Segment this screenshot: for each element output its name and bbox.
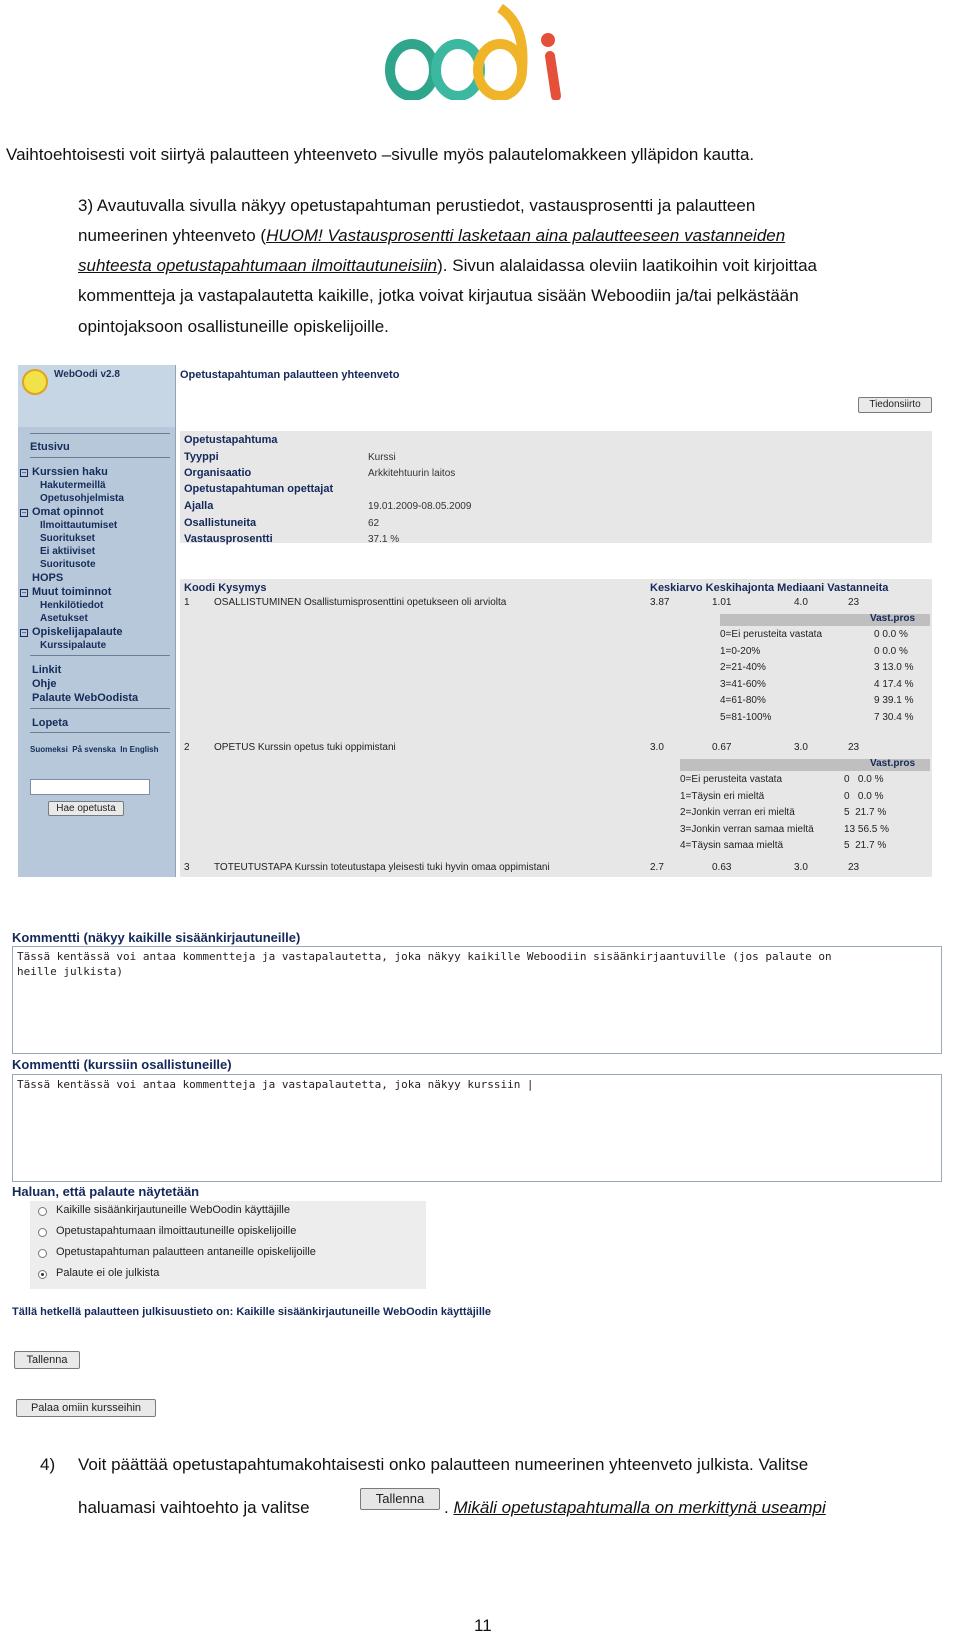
weboodi-logo-icon (22, 369, 48, 395)
distribution-row (720, 646, 930, 662)
visibility-option[interactable] (36, 1225, 426, 1243)
info-label-opetustapahtuma: Opetustapahtuma (184, 434, 278, 446)
sidebar-item-kurssien-haku[interactable]: Kurssien haku (32, 466, 108, 478)
distribution-label: 3=41-60% (720, 678, 766, 690)
sidebar-item-suoritusote[interactable]: Suoritusote (40, 559, 96, 570)
sidebar-item-asetukset[interactable]: Asetukset (40, 613, 88, 624)
sidebar-item-ei-aktiiviset[interactable]: Ei aktiiviset (40, 546, 96, 557)
distribution-label: 2=21-40% (720, 662, 766, 673)
sidebar-item-opiskelijapalaute[interactable]: Opiskelijapalaute (32, 626, 123, 638)
sidebar-item-henkilotiedot[interactable]: Henkilötiedot (40, 600, 104, 611)
sidebar-item-palaute[interactable]: Palaute WebOodista (32, 692, 139, 704)
radio-label: Kaikille sisäänkirjautuneille WebOodin käyttäjille (56, 1204, 290, 1216)
weboodi-summary-screenshot (18, 365, 936, 877)
sidebar-item-ohje[interactable]: Ohje (32, 678, 57, 690)
step3-line3 (78, 252, 817, 280)
info-label-ajalla: Ajalla (184, 500, 214, 512)
radio-label: Opetustapahtuman palautteen antaneille opiskelijoille (56, 1246, 316, 1258)
info-label-tyyppi: Tyyppi (184, 451, 219, 463)
distribution-label: 2=Jonkin verran eri mieltä (680, 807, 795, 818)
respondents: 23 (848, 597, 860, 608)
publicity-status: Tällä hetkellä palautteen julkisuustieto on: Kaikille sisäänkirjautuneille WebOodin käyttäjille (12, 1306, 492, 1318)
distribution-value: 9 39.1 % (874, 695, 914, 706)
distribution-value: 0 0.0 % (844, 774, 884, 785)
step3-text: numeerinen yhteenveto ( (78, 226, 267, 245)
distribution-value: 0 0.0 % (874, 629, 908, 640)
step4-text: haluamasi vaihtoehto ja valitse (78, 1498, 310, 1517)
distribution-label: 5=81-100% (720, 711, 772, 723)
step3-text-cont: ). Sivun alalaidassa oleviin laatikoihin voit kirjoittaa (437, 256, 817, 275)
distribution-label: 1=Täysin eri mieltä (680, 790, 765, 802)
radio-button[interactable] (38, 1207, 47, 1216)
median: 4.0 (794, 597, 808, 608)
distribution-label: 0=Ei perusteita vastata (680, 774, 783, 785)
distribution-header: Vast.pros (870, 758, 916, 769)
page-title: Opetustapahtuman palautteen yhteenveto (180, 369, 400, 381)
divider (30, 655, 170, 656)
step4-line2 (78, 1494, 310, 1522)
step3-line1: 3) Avautuvalla sivulla näkyy opetustapahtuman perustiedot, vastausprosentti ja palautteen (78, 196, 756, 215)
comment-course-textarea[interactable]: Tässä kentässä voi antaa kommentteja ja vastapalautetta, joka näkyy kurssiin | (12, 1074, 942, 1182)
collapse-icon[interactable]: − (21, 588, 27, 597)
radio-button[interactable] (38, 1228, 47, 1237)
info-value-organisaatio: Arkkitehtuurin laitos (368, 468, 456, 479)
sidebar-item-opetusohjelmista[interactable]: Opetusohjelmista (40, 493, 124, 504)
step4-number: 4) (40, 1455, 56, 1474)
search-course-button[interactable]: Hae opetusta (48, 801, 124, 816)
visibility-option[interactable] (36, 1246, 426, 1264)
distribution-value: 13 56.5 % (844, 823, 890, 835)
distribution-row (720, 679, 930, 695)
respondents: 23 (848, 742, 860, 753)
info-label-opettajat: Opetustapahtuman opettajat (184, 483, 334, 495)
distribution-row (720, 629, 930, 645)
intro-text: Vaihtoehtoisesti voit siirtyä palautteen yhteenveto –sivulle myös palautelomakkeen ylläpidon kautta. (6, 145, 755, 164)
distribution-label: 0=Ei perusteita vastata (720, 629, 823, 640)
distribution-value: 3 13.0 % (874, 662, 914, 673)
save-button[interactable]: Tallenna (14, 1351, 80, 1369)
collapse-icon[interactable]: − (21, 468, 27, 477)
step4-line2-cont (444, 1494, 826, 1522)
distribution-row (680, 774, 930, 790)
distribution-row (720, 695, 930, 711)
info-value-tyyppi: Kurssi (368, 452, 396, 463)
distribution-row (680, 791, 930, 807)
info-value-vastausprosentti: 37.1 % (368, 534, 400, 545)
question-text: OSALLISTUMINEN Osallistumisprosenttini opetukseen oli arviolta (214, 597, 507, 608)
sidebar-item-muut-toiminnot[interactable]: Muut toiminnot (32, 586, 112, 598)
question-text: TOTEUTUSTAPA Kurssin toteutustapa yleisesti tuki hyvin omaa oppimistani (214, 862, 550, 873)
distribution-value: 0 0.0 % (844, 790, 884, 802)
step3-line4: kommentteja ja vastapalautetta kaikille, jotka voivat kirjautua sisään Weboodiin ja/tai pelkästään (78, 286, 799, 305)
info-label-osallistuneita: Osallistuneita (184, 517, 257, 529)
collapse-icon[interactable]: − (21, 508, 27, 517)
info-label-vastausprosentti: Vastausprosentti (184, 533, 273, 545)
sidebar-item-etusivu[interactable]: Etusivu (30, 441, 70, 453)
question-number: 1 (184, 597, 190, 608)
average: 3.87 (650, 597, 670, 608)
distribution-row (680, 824, 930, 840)
info-value-osallistuneita: 62 (368, 518, 380, 529)
back-to-courses-button[interactable]: Palaa omiin kursseihin (16, 1399, 156, 1417)
transfer-button[interactable]: Tiedonsiirto (858, 397, 932, 413)
distribution-value: 0 0.0 % (874, 645, 908, 657)
sidebar-item-lopeta[interactable]: Lopeta (32, 717, 69, 729)
app-title: WebOodi v2.8 (54, 369, 120, 380)
step3-line2 (78, 222, 785, 250)
save-button-inline: Tallenna (360, 1488, 440, 1510)
divider (30, 433, 170, 434)
oodi-logo (380, 0, 590, 100)
visibility-option[interactable] (36, 1267, 426, 1285)
huom-link[interactable]: HUOM! Vastausprosentti lasketaan aina palautteeseen vastanneiden (266, 226, 786, 245)
table-header-left: Koodi Kysymys (184, 582, 267, 594)
distribution-row (720, 712, 930, 728)
sidebar-item-omat-opinnot[interactable]: Omat opinnot (32, 506, 104, 518)
std-dev: 0.67 (712, 742, 732, 753)
average: 3.0 (650, 742, 664, 753)
search-input[interactable] (30, 779, 150, 795)
divider (30, 708, 170, 709)
sidebar-item-hops[interactable]: HOPS (32, 572, 64, 584)
sidebar-item-kurssipalaute[interactable]: Kurssipalaute (40, 640, 107, 651)
distribution-header: Vast.pros (870, 613, 916, 624)
distribution-row (720, 662, 930, 678)
step4-line1: Voit päättää opetustapahtumakohtaisesti onko palautteen numeerinen yhteenveto julkista. Valitse (78, 1455, 809, 1474)
radio-label: Opetustapahtumaan ilmoittautuneille opiskelijoille (56, 1225, 297, 1237)
distribution-label: 4=Täysin samaa mieltä (680, 840, 784, 851)
language-links[interactable]: Suomeksi På svenska In English (30, 745, 159, 754)
distribution-row (680, 807, 930, 823)
question-text: OPETUS Kurssin opetus tuki oppimistani (214, 742, 396, 753)
sidebar-item-suoritukset[interactable]: Suoritukset (40, 533, 96, 544)
page-number: 11 (474, 1616, 492, 1635)
distribution-value: 7 30.4 % (874, 711, 914, 723)
question-number: 2 (184, 742, 190, 753)
table-header-right: Keskiarvo Keskihajonta Mediaani Vastanneita (650, 582, 889, 594)
info-label-organisaatio: Organisaatio (184, 467, 252, 479)
radio-button[interactable] (38, 1270, 47, 1279)
visibility-option[interactable] (36, 1204, 426, 1222)
sidebar-item-linkit[interactable]: Linkit (32, 664, 62, 676)
info-value-ajalla: 19.01.2009-08.05.2009 (368, 501, 472, 512)
median: 3.0 (794, 862, 808, 873)
radio-label: Palaute ei ole julkista (56, 1267, 160, 1279)
distribution-label: 4=61-80% (720, 695, 766, 706)
distribution-value: 4 17.4 % (874, 678, 914, 690)
step4-note-link[interactable]: Mikäli opetustapahtumalla on merkittynä useampi (453, 1498, 826, 1517)
distribution-value: 5 21.7 % (844, 840, 887, 851)
distribution-label: 1=0-20% (720, 645, 761, 657)
collapse-icon[interactable]: − (21, 628, 27, 637)
question-number: 3 (184, 862, 190, 873)
step3-line5: opintojaksoon osallistuneille opiskelijoille. (78, 317, 389, 336)
std-dev: 1.01 (712, 597, 732, 608)
sidebar-item-hakutermeilla[interactable]: Hakutermeillä (40, 480, 106, 491)
comment-public-title: Kommentti (näkyy kaikille sisäänkirjautuneille) (12, 930, 301, 945)
divider (30, 457, 170, 458)
average: 2.7 (650, 862, 664, 873)
sidebar-item-ilmoittautumiset[interactable]: Ilmoittautumiset (40, 520, 118, 531)
std-dev: 0.63 (712, 862, 732, 873)
respondents: 23 (848, 862, 860, 873)
huom-link-cont[interactable]: suhteesta opetustapahtumaan ilmoittautuneisiin (78, 256, 438, 275)
distribution-row (680, 840, 930, 856)
visibility-title: Haluan, että palaute näytetään (12, 1184, 200, 1199)
distribution-label: 3=Jonkin verran samaa mieltä (680, 823, 814, 835)
step4-dot: . (444, 1498, 449, 1517)
distribution-value: 5 21.7 % (844, 807, 887, 818)
median: 3.0 (794, 742, 808, 753)
radio-button[interactable] (38, 1249, 47, 1258)
divider (30, 732, 170, 733)
comment-course-title: Kommentti (kurssiin osallistuneille) (12, 1057, 232, 1072)
comment-public-textarea[interactable]: Tässä kentässä voi antaa kommentteja ja vastapalautetta, joka näkyy kaikille Weboodiin sisäänkirjaantuville (jos palaute on heille julkista) (12, 946, 942, 1054)
